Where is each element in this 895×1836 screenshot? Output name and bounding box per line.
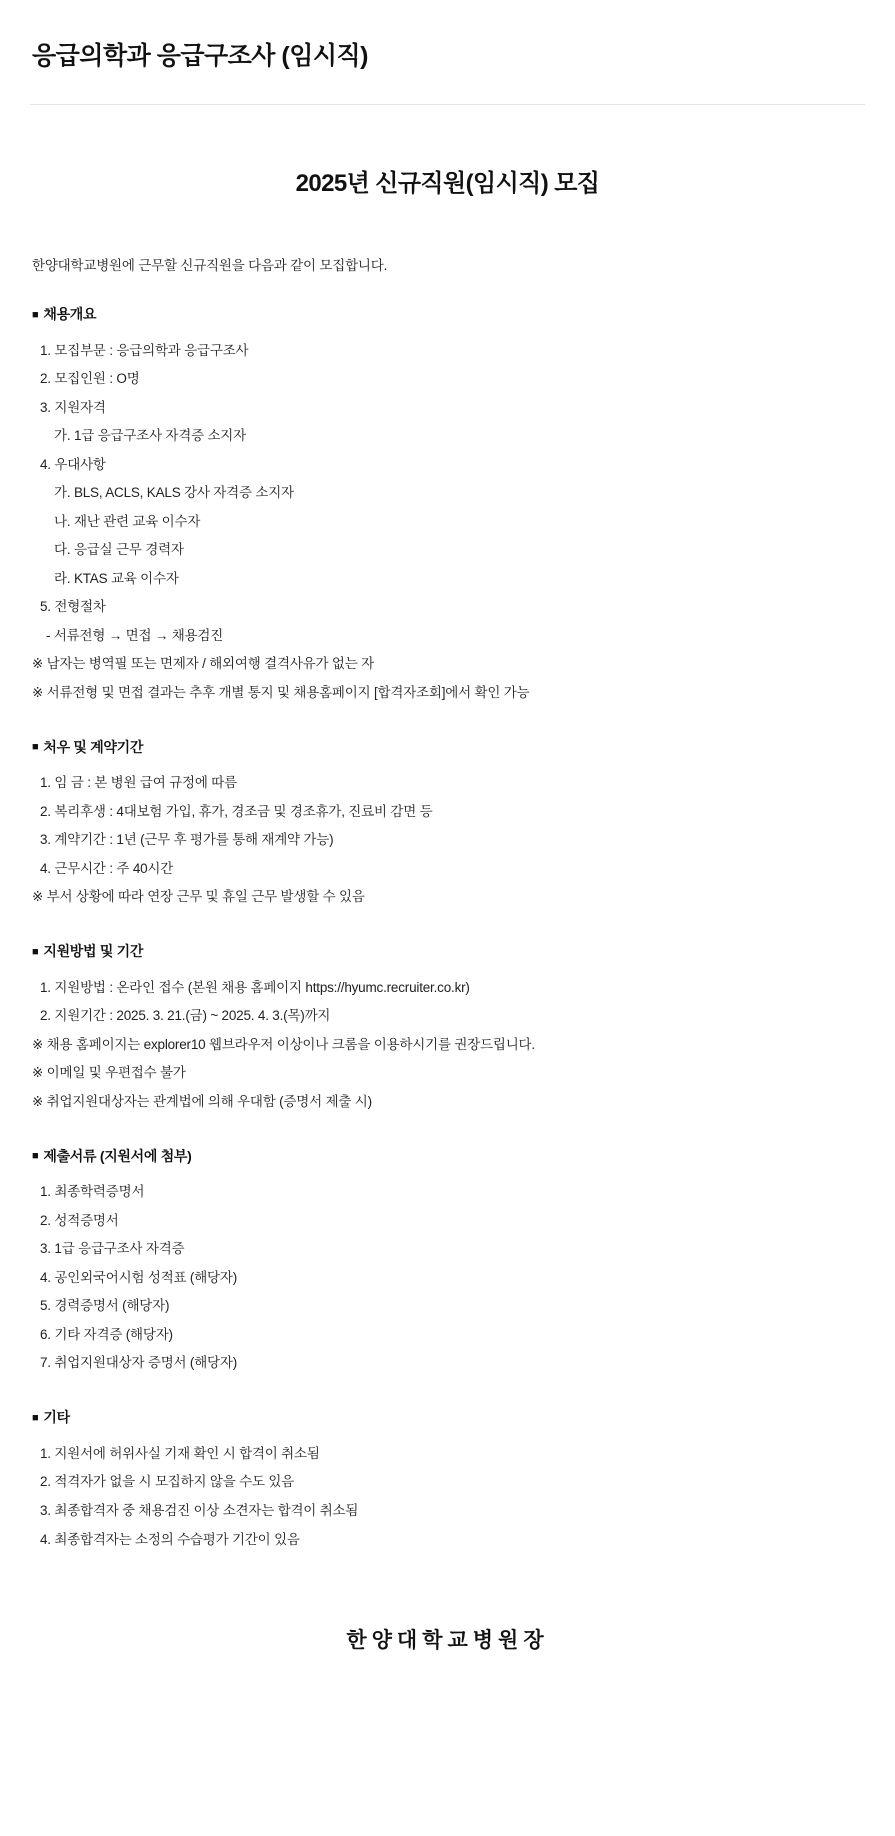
section-line: 4. 근무시간 : 주 40시간: [40, 860, 174, 876]
section-heading-label: 처우 및 계약기간: [43, 738, 144, 755]
section-line: 4. 공인외국어시험 성적표 (해당자): [40, 1269, 238, 1285]
section-line: ※ 취업지원대상자는 관계법에 의해 우대함 (증명서 제출 시): [32, 1093, 372, 1109]
sections-container: [32, 304, 863, 1554]
section-line: 1. 지원방법 : 온라인 접수 (본원 채용 홈페이지 https://hyumc.recruiter.co.kr): [40, 979, 470, 995]
doc-section: [32, 304, 863, 707]
section-heading: [32, 737, 863, 757]
section-line: ※ 남자는 병역필 또는 면제자 / 해외여행 결격사유가 없는 자: [32, 656, 374, 672]
document-heading: 2025년 신규직원(임시직) 모집: [295, 170, 600, 197]
section-heading: [32, 1407, 863, 1427]
section-line: 7. 취업지원대상자 증명서 (해당자): [40, 1355, 238, 1371]
section-line: 나. 재난 관련 교육 이수자: [54, 513, 201, 529]
section-line: 1. 모집부문 : 응급의학과 응급구조사: [40, 342, 249, 358]
square-bullet-icon: ■: [32, 945, 39, 958]
doc-section: [32, 1146, 863, 1378]
square-bullet-icon: ■: [32, 741, 39, 754]
section-line: 3. 계약기간 : 1년 (근무 후 평가를 통해 재계약 가능): [40, 832, 334, 848]
section-line: 2. 복리후생 : 4대보험 가입, 휴가, 경조금 및 경조휴가, 진료비 감면 등: [40, 803, 433, 819]
section-heading: [32, 1146, 863, 1166]
section-line: 가. 1급 응급구조사 자격증 소지자: [54, 428, 246, 444]
section-line: 라. KTAS 교육 이수자: [54, 570, 179, 586]
section-line: 3. 최종합격자 중 채용검진 이상 소견자는 합격이 취소됨: [40, 1503, 359, 1518]
section-line: 5. 경력증명서 (해당자): [40, 1298, 170, 1314]
section-line: 1. 임 금 : 본 병원 급여 규정에 따름: [40, 775, 237, 791]
doc-section: [32, 737, 863, 912]
section-line: 1. 최종학력증명서: [40, 1184, 145, 1200]
section-heading-label: 제출서류 (지원서에 첨부): [43, 1147, 192, 1164]
section-line: 다. 응급실 근무 경력자: [54, 542, 184, 558]
section-heading: [32, 304, 863, 324]
section-line: 4. 우대사항: [40, 456, 106, 472]
section-line: 가. BLS, ACLS, KALS 강사 자격증 소지자: [54, 485, 294, 501]
section-line: 3. 1급 응급구조사 자격증: [40, 1241, 185, 1257]
section-line: ※ 부서 상황에 따라 연장 근무 및 휴일 근무 발생할 수 있음: [32, 889, 365, 905]
section-line: ※ 서류전형 및 면접 결과는 추후 개별 통지 및 채용홈페이지 [합격자조회]에서 확인 가능: [32, 684, 530, 700]
intro-paragraph: 한양대학교병원에 근무할 신규직원을 다음과 같이 모집합니다.: [32, 258, 388, 273]
posting-body: [30, 163, 865, 1694]
square-bullet-icon: ■: [32, 1150, 39, 1163]
title-divider: [30, 104, 865, 105]
section-line: 6. 기타 자격증 (해당자): [40, 1326, 173, 1342]
section-line: 2. 적격자가 없을 시 모집하지 않을 수도 있음: [40, 1474, 295, 1490]
section-line: 1. 지원서에 허위사실 기재 확인 시 합격이 취소됨: [40, 1445, 320, 1461]
section-heading: [32, 941, 863, 961]
issuer-signature: 한양대학교병원장: [346, 1628, 549, 1652]
section-line: - 서류전형 → 면접 → 채용검진: [46, 627, 224, 643]
section-line: ※ 이메일 및 우편접수 불가: [32, 1065, 186, 1081]
section-line: 3. 지원자격: [40, 399, 106, 415]
section-heading-label: 채용개요: [43, 306, 97, 322]
section-line: 2. 모집인원 : O명: [40, 371, 140, 387]
section-line: 4. 최종합격자는 소정의 수습평가 기간이 있음: [40, 1531, 300, 1547]
section-heading-label: 지원방법 및 기간: [43, 943, 144, 960]
section-heading-label: 기타: [43, 1409, 70, 1426]
section-line: 2. 지원기간 : 2025. 3. 21.(금) ~ 2025. 4. 3.(목)까지: [40, 1008, 331, 1024]
doc-section: [32, 1407, 863, 1553]
page-title: 응급의학과 응급구조사 (임시직): [32, 42, 368, 70]
doc-section: [32, 941, 863, 1116]
section-line: ※ 채용 홈페이지는 explorer10 웹브라우저 이상이나 크롬을 이용하시기를 권장드립니다.: [32, 1036, 535, 1052]
section-line: 2. 성적증명서: [40, 1212, 119, 1228]
section-line: 5. 전형절차: [40, 599, 106, 615]
square-bullet-icon: ■: [32, 1411, 39, 1424]
square-bullet-icon: ■: [32, 308, 39, 321]
